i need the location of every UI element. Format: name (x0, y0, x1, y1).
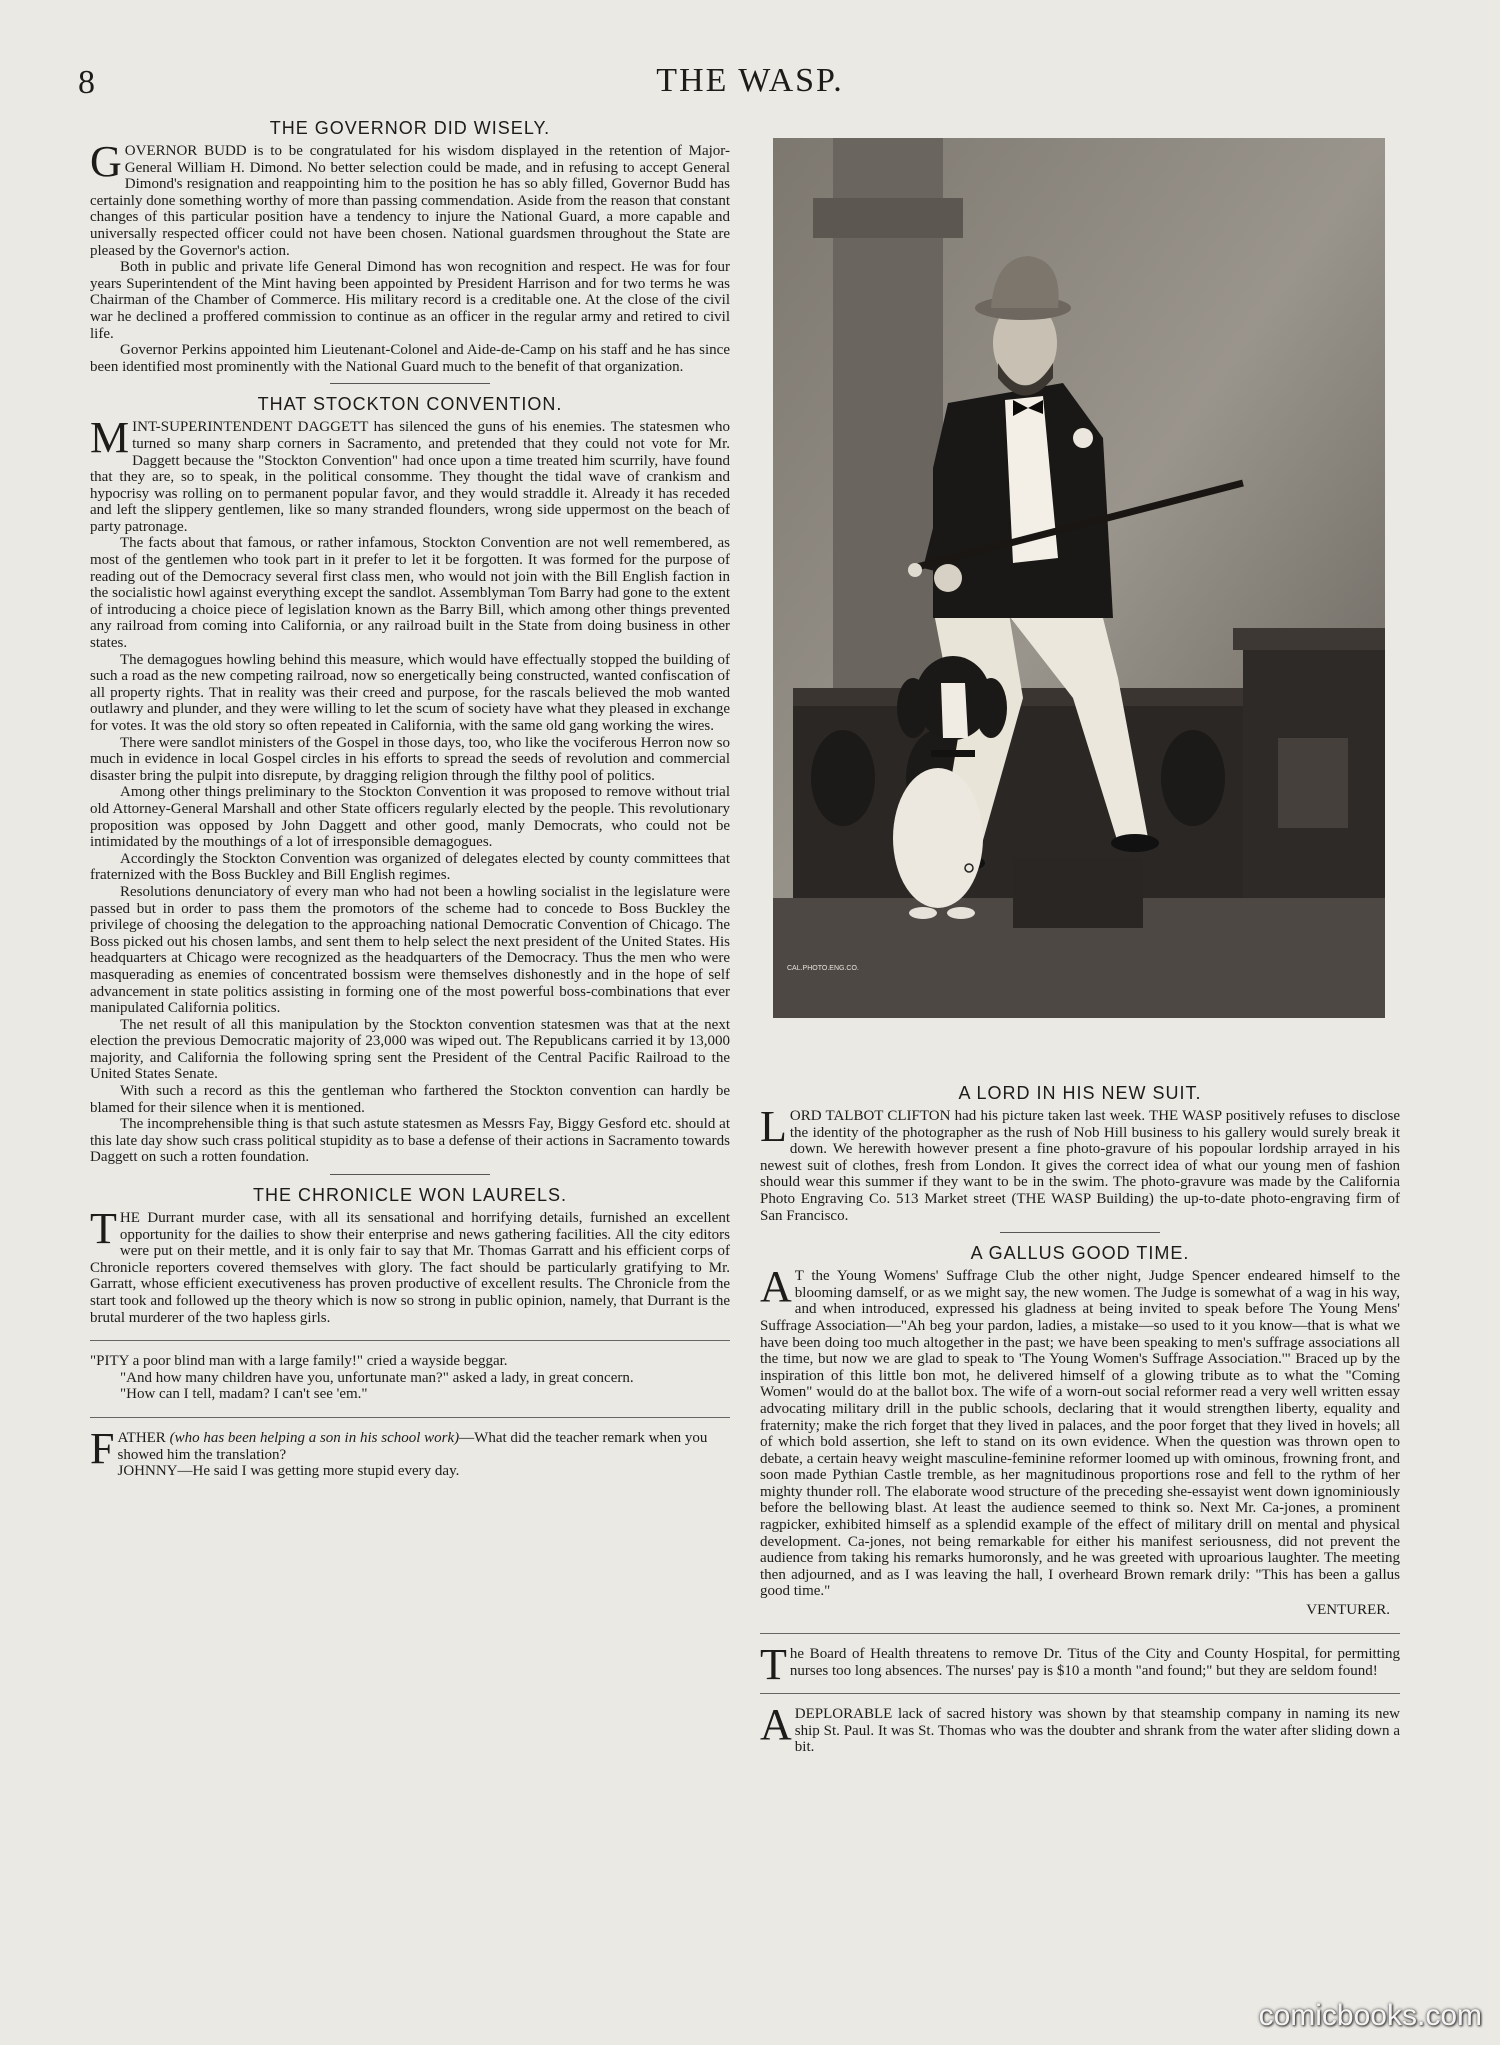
article-gallus (760, 1262, 1400, 1600)
hand (934, 564, 962, 592)
drop-cap: T (760, 1640, 787, 1690)
anecdote-blind-man (90, 1353, 730, 1403)
paragraph: Among other things preliminary to the Stockton Convention it was proposed to remove without trial old Attorney-General Marshall and other State officers regularly elected by the people. This revolutionary proposition was opposed by John Daggett and other good, manly Democrats, who could not be intimidated by the mouthings of a lot of irresponsible demagogues. (90, 784, 730, 851)
section-divider (90, 1417, 730, 1418)
article-title-chronicle: THE CHRONICLE WON LAURELS. (252, 1185, 568, 1206)
paragraph: Both in public and private life General Dimond has won recognition and respect. He was for four years Superintendent of the Mint having been appointed by President Harrison and for two terms he was Chairman of the Chamber of Commerce. His military record is a creditable one. At the close of the civil war he declined a proffered commission to continue as an officer in the regular army and retired to civil life. (90, 259, 730, 342)
left-column (90, 118, 730, 1480)
section-divider (90, 1340, 730, 1341)
paragraph: The Board of Health threatens to remove Dr. Titus of the City and County Hospital, for permitting nurses too long absences. The nurses' pay is $10 a month "and found;" but they are seldom found! (760, 1640, 1400, 1690)
drop-cap: G (90, 137, 122, 186)
right-column (760, 1083, 1400, 1756)
paragraph: The facts about that famous, or rather infamous, Stockton Convention are not well remembered, as most of the gentlemen who took part in it prefer to let it be forgotten. It was formed for the purpose of reading out of the Democracy several first class men, who would not join with the Bill English faction in the socialistic howl against everything except the sandlot. Assemblyman Tom Barry had gone to the extent of introducing a choice piece of legislation known as the Barry Bill, which among other things prevented any railroad from coming into California, or any railroad built in the State from doing business in other states. (90, 535, 730, 652)
article-stockton (90, 413, 730, 1166)
section-divider (1000, 1232, 1160, 1233)
anecdote-line: JOHNNY—He said I was getting more stupid every day. (117, 1463, 460, 1480)
anecdote-line: "How can I tell, madam? I can't see 'em." (120, 1386, 368, 1403)
drop-cap: A (760, 1700, 792, 1750)
drop-cap: T (90, 1204, 117, 1254)
article-health (760, 1640, 1400, 1690)
paragraph: GOVERNOR BUDD is to be congratulated for his wisdom displayed in the retention of Major-General William H. Dimond. No better selection could be made, and in refusing to accept General Dimond's resignation and reappointing him to the position he has so ably filled, Governor Budd has certainly done something worthy of more than passing commendation. Aside from the reason that constant changes of this particular position have a tendency to injure the National Guard, a more capable and universally respected officer could not have been chosen. National guardsmen throughout the State are pleased by the Governor's action. (90, 137, 730, 259)
article-title-stockton: THAT STOCKTON CONVENTION. (257, 394, 563, 415)
anecdote-line: "And how many children have you, unfortunate man?" asked a lady, in great concern. (120, 1369, 634, 1386)
paragraph: The demagogues howling behind this measure, which would have effectually stopped the building of such a road as the new competing railroad, now so energetically being constructed, wanted confiscation of all property rights. That in reality was their creed and purpose, for the rascals believed the mob wanted outlawry and plunder, and they were willing to let the scum of society have what they pleased in exchange for votes. It was the old story so often repeated in California, with the same old gang working the wires. (90, 651, 730, 734)
portrait-photograph (773, 138, 1385, 1018)
article-title-gallus: A GALLUS GOOD TIME. (970, 1243, 1190, 1264)
anecdote-father (90, 1423, 730, 1480)
watermark: comicbooks.com (1258, 1999, 1482, 2032)
article-chronicle (90, 1204, 730, 1326)
paragraph: LORD TALBOT CLIFTON had his picture taken last week. THE WASP positively refuses to disclose the identity of the photographer as the rush of Nob Hill business to his gallery would surely break it down. We herewith however present a fine photo-gravure of his popoular lordship arrayed in his newest suit of clothes, fresh from London. It gives the correct idea of what our young men of fashion should wear this summer if they want to be in the swim. The photo-gravure was made by the California Photo Engraving Co. 513 Market street (THE WASP Building) the up-to-date photo-engraving firm of San Francisco. (760, 1102, 1400, 1224)
paragraph: Accordingly the Stockton Convention was organized of delegates elected by county committees that fraternized with the Boss Buckley and Bill English regimes. (90, 850, 730, 884)
article-lord (760, 1102, 1400, 1224)
article-title-lord: A LORD IN HIS NEW SUIT. (958, 1083, 1202, 1103)
section-divider (760, 1633, 1400, 1634)
drop-cap: M (90, 413, 130, 463)
coat-of-arms-icon (1278, 738, 1348, 828)
drop-cap: A (760, 1262, 792, 1312)
article-governor (90, 137, 730, 375)
section-divider (760, 1693, 1400, 1694)
signature: VENTURER. (1306, 1602, 1390, 1619)
shoe (1111, 834, 1159, 852)
anecdote-line: FATHER (who has been helping a son in his school work)—What did the teacher remark when you showed him the translation? (90, 1423, 708, 1473)
section-divider (330, 383, 490, 384)
paragraph: ADEPLORABLE lack of sacred history was shown by that steamship company in naming its new ship St. Paul. It was St. Thomas who was the doubter and shrank from the water after sliding down a bit. (760, 1700, 1400, 1756)
flower-icon (1073, 428, 1093, 448)
section-divider (330, 1174, 490, 1175)
paragraph: The net result of all this manipulation by the Stockton convention statesmen was that at the next election the previous Democratic majority of 23,000 was wiped out. The Republicans carried it by 13,000 majority, and California the following spring sent the President of the Central Pacific Railroad to the United States Senate. (90, 1016, 730, 1083)
photo-credit: CAL.PHOTO.ENG.CO. (787, 965, 859, 972)
paragraph: With such a record as this the gentleman who farthered the Stockton convention can hardly be blamed for their silence when it is mentioned. (90, 1083, 730, 1116)
paragraph: Governor Perkins appointed him Lieutenant-Colonel and Aide-de-Camp on his staff and he has since been identified most prominently with the National Guard much to the benefit of that organization. (90, 342, 730, 375)
paragraph: The incomprehensible thing is that such astute statesmen as Messrs Fay, Biggy Gesford etc. should at this late day show such crass political stupidity as to base a defense of their actions in Sacramento towards Daggett on such a rotten foundation. (90, 1116, 730, 1166)
dog-collar (931, 750, 975, 757)
masthead: THE WASP. (656, 62, 844, 99)
drop-cap: L (760, 1102, 787, 1151)
footstool (1013, 858, 1143, 928)
paragraph: THE Durrant murder case, with all its sensational and horrifying details, furnished an excellent opportunity for the dailies to show their enterprise and news gathering facilities. All the city editors were put on their mettle, and it is only fair to say that Mr. Thomas Garratt and his efficient corps of Chronicle reporters covered themselves with glory. The fact should be particularly gratifying to Mr. Garratt, whose efficient executiveness has proven productive of excellent results. The Chronicle from the start took and followed up the theory which is now so strong in public opinion, namely, that Durrant is the brutal murderer of the two hapless girls. (90, 1204, 730, 1326)
paragraph: A T the Young Womens' Suffrage Club the other night, Judge Spencer endeared himself to the blooming damself, or as we might say, the new women. The Judge is somewhat of a wag in his way, and when introduced, expressed his gladness at being invited to speak before The Young Mens' Suffrage Association—"Ah beg your pardon, ladies, a mistake—so used to it you know—that is what we have been doing too much altogether in the past; we have been speaking to men's suffrage associations all the time, but now we are glad to speak to 'The Young Women's Suffrage Association.'" Braced up by the inspiration of this little bon mot, he delivered himself of a glowing tribute as to what the "Coming Women" would do at the ballot box. The wife of a worn-out social reformer read a very well written essay advocating military drill in the public schools, declaring that it would strengthen liberty, equality and fraternity; make the rich forget that they lived in palaces, and the poor forget that they lived in hovels; all of which bold assertion, she left to stand on its own evidence. When the question was thrown open to debate, a certain heavy weight masculine-feminine reformer loomed up with ominous, frowning front, and soon made Pythian Castle tremble, as her magnitudinous proportions rose and fell to the rythm of her mighty thunder roll. The elaborate wood structure of the preceding she-essayist went down ignominiously before the bellowing blast. At least the audience seemed to think so. Next Mr. Ca-jones, a prominent ragpicker, exhibited himself as a splendid example of the effect of military drill on mental and physical development. Ca-jones, not being remarkable for either his manifest seriousness, did not prevent the audience from taking his remarks humoronsly, and he was greeted with uproarious laughter. The meeting then adjourned, and as I was leaving the hall, I overheard Brown remark drily: "This has been a gallus good time." (760, 1262, 1400, 1600)
paragraph: Resolutions denunciatory of every man who had not been a howling socialist in the legislature were passed but in order to pass them the promotors of the scheme had to concede to Boss Buckley the privilege of choosing the delegation to the approaching national Democratic Convention of Chicago. The Boss picked out his chosen lambs, and sent them to help select the next president of the United States. His headquarters at Chicago were recognized as the headquarters of the Democracy. Thus the men who were masquerading as enemies of concentrated bossism were themselves dishonestly and in the hope of self advancement in state politics assisting in forming one of the most powerful boss-combinations that ever manipulated California politics. (90, 883, 730, 1017)
dog-ear (975, 678, 1007, 738)
dog-ear (897, 678, 929, 738)
page-number: 8 (78, 64, 95, 101)
article-deplorable (760, 1700, 1400, 1756)
drop-cap: F (90, 1423, 115, 1473)
anecdote-line: "PITY a poor blind man with a large family!" cried a wayside beggar. (90, 1353, 508, 1370)
article-title-governor: THE GOVERNOR DID WISELY. (269, 118, 551, 138)
portrait-illustration (773, 138, 1385, 1018)
paragraph: There were sandlot ministers of the Gospel in those days, too, who like the vociferous Herron now so much in evidence in local Gospel circles in his efforts to spread the seeds of revolution and commercial disaster bring the pulpit into disrepute, by dragging religion through the filthy pool of politics. (90, 734, 730, 784)
dog-body (893, 768, 983, 908)
paragraph: MINT-SUPERINTENDENT DAGGETT has silenced the guns of his enemies. The statesmen who turned so many sharp corners in Sacramento, and pretended that they could not vote for Mr. Daggett because the "Stockton Convention" had once upon a time treated him scurrily, have found that they are, so to speak, in the political consomme. They thought the tidal wave of crankism and hypocrisy was rolling on to permanent popular favor, and they would straddle it. Already it has receded and left the slippery gentlemen, like so many stranded flounders, wrong side uppermost on the beach of party patronage. (90, 413, 730, 535)
